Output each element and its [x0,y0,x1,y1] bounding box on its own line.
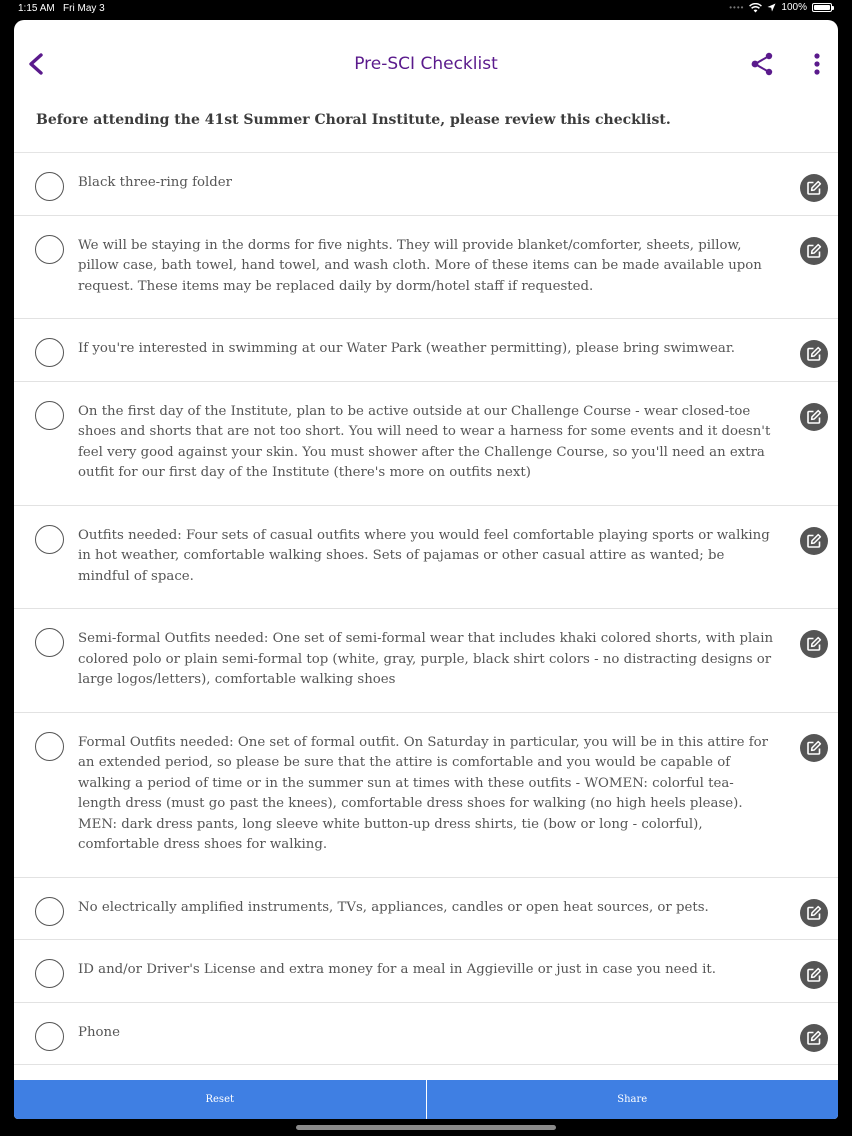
home-indicator[interactable] [296,1125,556,1130]
edit-note-icon[interactable] [800,899,828,927]
edit-note-icon[interactable] [800,630,828,658]
status-indicators [729,2,832,13]
checklist-item-text: We will be staying in the dorms for five nights. They will provide blanket/comforter, sheets, pillow, pillow case, bath towel, hand towel, and wash cloth. More of these items can be made available upon request. These items may be replaced daily by dorm/hotel staff if requested. [78,237,762,294]
edit-note-icon[interactable] [800,1024,828,1052]
checkbox-circle[interactable] [35,235,64,264]
more-vertical-icon[interactable] [810,51,824,77]
battery-percent: 100% [781,2,807,13]
page-title: Pre-SCI Checklist [354,54,498,74]
navigation-bar [14,20,838,110]
checkbox-circle[interactable] [35,401,64,430]
checklist-item[interactable] [14,506,838,610]
checklist-item[interactable] [14,216,838,320]
checkbox-circle[interactable] [35,628,64,657]
intro-text: Before attending the 41st Summer Choral Institute, please review this checklist. [36,112,671,128]
checkbox-circle[interactable] [35,897,64,926]
checklist-item-text: Semi-formal Outfits needed: One set of semi-formal wear that includes khaki colored shorts, with plain colored polo or plain semi-formal top (white, gray, purple, black shirt colors - no distracting designs or large logos/letters), comfortable walking shoes [78,631,774,687]
battery-icon [812,3,832,12]
checklist-item[interactable] [14,382,838,506]
checklist-item[interactable] [14,1003,838,1066]
wifi-icon [749,3,762,13]
checklist-item[interactable] [14,609,838,713]
checkbox-circle[interactable] [35,172,64,201]
checklist [14,153,838,1065]
edit-note-icon[interactable] [800,961,828,989]
checklist-item[interactable] [14,153,838,216]
location-icon [767,3,776,12]
checklist-item-text: Phone [78,1024,120,1040]
status-bar [0,0,852,18]
edit-note-icon[interactable] [800,340,828,368]
share-button[interactable]: Share [427,1080,839,1119]
footer-toolbar [14,1080,838,1119]
checklist-item-text: On the first day of the Institute, plan to be active outside at our Challenge Course - wear closed-toe shoes and shorts that are not too short. You will need to wear a harness for some events and it doesn't feel very good against your skin. You must shower after the Challenge Course, so you'll need an extra outfit for our first day of the Institute (there's more on outfits next) [78,403,771,480]
checkbox-circle[interactable] [35,1022,64,1051]
checklist-item[interactable] [14,878,838,941]
checkbox-circle[interactable] [35,525,64,554]
battery-level [814,5,830,10]
checkbox-circle[interactable] [35,338,64,367]
checklist-item-text: Black three-ring folder [78,175,233,190]
share-icon[interactable] [750,52,774,76]
edit-note-icon[interactable] [800,734,828,762]
edit-note-icon[interactable] [800,174,828,202]
status-time: 1:15 AM Fri May 3 [18,3,105,14]
status-date: Fri May 3 [63,3,105,14]
checkbox-circle[interactable] [35,959,64,988]
edit-note-icon[interactable] [800,403,828,431]
checklist-item[interactable] [14,319,838,382]
checklist-item-text: Outfits needed: Four sets of casual outfits where you would feel comfortable playing sports or walking in hot weather, comfortable walking shoes. Sets of pajamas or other casual attire as wanted; be mindful of space. [78,527,770,584]
checklist-item[interactable] [14,940,838,1003]
checklist-screen [14,20,838,1119]
checkbox-circle[interactable] [35,732,64,761]
checklist-item-text: If you're interested in swimming at our Water Park (weather permitting), please bring swimwear. [78,341,735,356]
checklist-item-text: Formal Outfits needed: One set of formal outfit. On Saturday in particular, you will be in this attire for an extended period, so please be sure that the attire is comfortable and you would be capable of walking a period of time or in the summer sun at times with these outfits - WOMEN: colorful tea-length dress (must go past the knees), comfortable dress shoes for walking (no high heels please). MEN: dark dress pants, long sleeve white button-up dress shirts, tie (bow or long - colorful), comfortable dress shoes for walking. [78,734,768,852]
reset-button[interactable]: Reset [14,1080,426,1119]
edit-note-icon[interactable] [800,237,828,265]
multitasking-dots-icon: •••• [729,3,745,12]
edit-note-icon[interactable] [800,527,828,555]
checklist-item-text: ID and/or Driver's License and extra money for a meal in Aggieville or just in case you need it. [78,962,716,977]
checklist-item[interactable] [14,713,838,878]
checklist-item-text: No electrically amplified instruments, TVs, appliances, candles or open heat sources, or pets. [78,899,709,915]
